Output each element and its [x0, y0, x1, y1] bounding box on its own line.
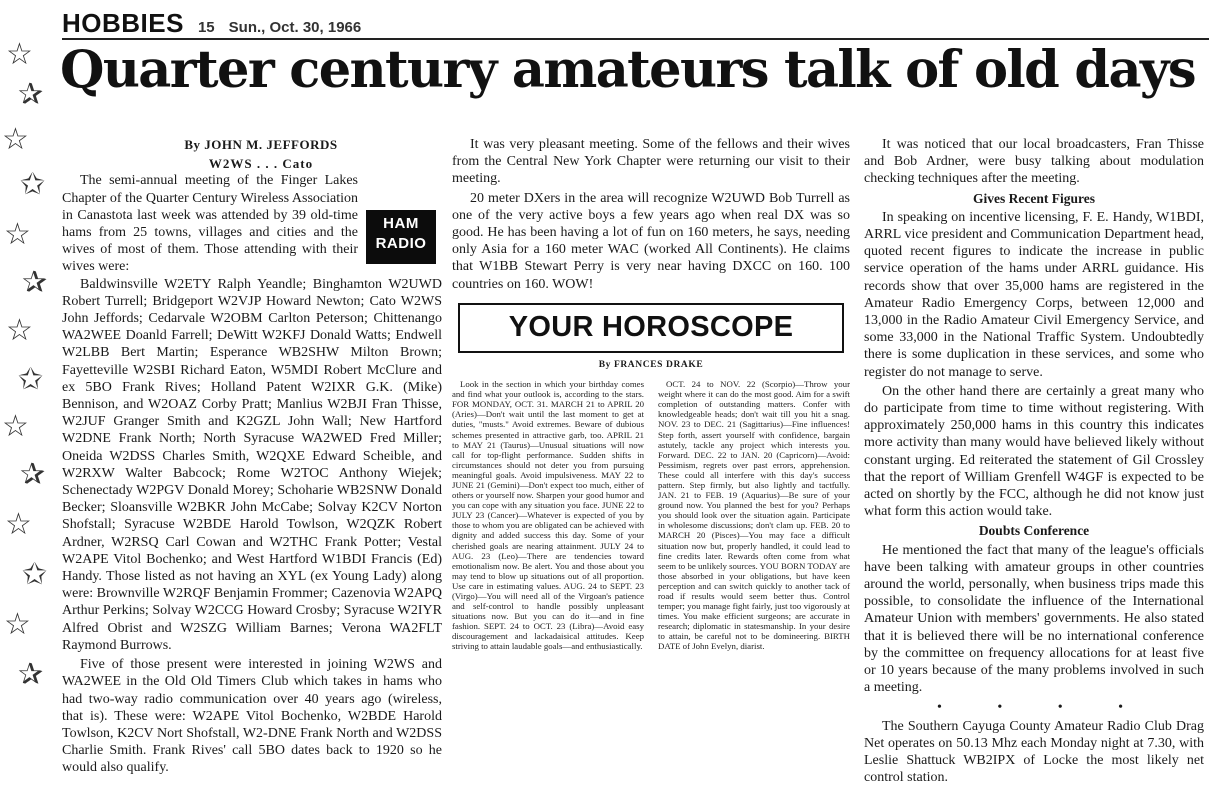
horoscope-left-column	[452, 379, 644, 652]
horoscope-body	[452, 379, 850, 652]
meeting-paragraph: It was very pleasant meeting. Some of the fellows and their wives from the Central New York Chapter were returning our visit to their meeting.	[452, 137, 850, 187]
old-timers-paragraph: Five of those present were interested in joining W2WS and WA2WEE in the Old Old Timers Club which takes in hams who had two-way radio communication over 40 years ago (wireless, that is). These were: W2APE Vitol Bochenko, W2BDE Harold Towlson, K2CV Nort Shofstall, W2-DNE Frank North and W2DSS Charlie Smith. Frank Rives' call 5BO dates back to 1920 so he would also qualify.	[62, 657, 442, 776]
licensing-paragraph: In speaking on incentive licensing, F. E. Handy, W1BDI, ARRL vice president and Communication Department head, quoted recent figures to indicate the increase in public service operation of the hams under ARRL guidance. His records show that over 35,000 hams are registered in the Amateur Radio Emergency Corps, between 12,000 and 13,000 in the Radio Amateur Civil Emergency Service, and some 33,000 in the National Traffic System. Undoubtedly there is some duplication in these services, and some who register do not manage to serve.	[864, 209, 1204, 380]
author-callsign: W2WS . . . Cato	[208, 156, 314, 172]
issue-date: Sun., Oct. 30, 1966	[228, 19, 362, 36]
participation-paragraph: On the other hand there are certainly a great many who do participate from time to time without registering. With approximately 250,000 hams in this country this indicates more activity than many would have believed likely without constant urging. Ed reiterated the statement of Gil Crossley that the report of William Grenfell W4GF is expected to be acted on shortly by the FCC, although he did not know just what form this action would take.	[864, 383, 1204, 520]
drag-net-paragraph: The Southern Cayuga County Amateur Radio Club Drag Net operates on 50.13 Mhz each Monday night at 7.30, with Leslie Shattuck WB2IPX of Locke the most likely net control station.	[864, 718, 1204, 786]
star-doodle-icon: ☆	[4, 607, 31, 642]
star-doodle-icon: ☆	[6, 313, 33, 348]
star-doodle-icon: ✩	[18, 362, 44, 397]
star-doodle-icon: ✰	[18, 77, 44, 112]
star-doodle-icon: ☆	[4, 217, 31, 252]
horoscope-byline: By FRANCES DRAKE	[598, 359, 704, 370]
horoscope-right-column	[658, 379, 850, 652]
column-2	[452, 136, 850, 652]
ham-label: HAM	[383, 215, 419, 233]
column-3	[864, 136, 1204, 787]
radio-label: RADIO	[375, 235, 427, 253]
page-number: 15	[197, 19, 215, 36]
horoscope-banner: YOUR HOROSCOPE	[458, 303, 844, 353]
star-doodle-icon: ✰	[20, 457, 46, 492]
lead-paragraph: The semi-annual meeting of the Finger Lakes Chapter of the Quarter Century Wireless Association in Canastota last week was attended by 39 old-time hams from 25 towns, villages and cities and the wives of most of them. Those attending with their wives were:	[62, 173, 358, 275]
column-1	[62, 136, 442, 777]
star-doodle-icon: ✰	[18, 657, 44, 692]
subhead-doubts-conference: Doubts Conference	[978, 523, 1090, 539]
star-doodle-icon: ✩	[20, 167, 46, 202]
horoscope-left-text: Look in the section in which your birthday comes and find what your outlook is, according to the stars. FOR MONDAY, OCT. 31. MARCH 21 to APRIL 20 (Aries)—Don't wait until the last moment to get at duties, "musts." Avoid extremes. Beware of dubious schemes presented in attractive garb, too. APRIL 21 to MAY 21 (Taurus)—Unusual situations will now call for top-flight performance. Sudden shifts in circumstances should not deter you from pursuing meaningful goals. Avoid impulsiveness. MAY 22 to JUNE 21 (Gemini)—Don't expect too much, either of others or yourself now. Sharpen your good humor and you can cope with any situation you face. JUNE 22 to JULY 23 (Cancer)—Whatever is expected of you by those to whom you are obligated can be achieved with dignity and added success this day. Some of your cherished goals are nearing attainment. JULY 24 to AUG. 23 (Leo)—There are tendencies toward emotionalism now. Be alert. You and those about you may tend to blow up situations out of all proportion. Use care in estimating values. AUG. 24 to SEPT. 23 (Virgo)—You will need all of the Virgoan's patience and self-control to handle possibly unpleasant situations now. But you can do it—and in fine fashion. SEPT. 24 to OCT. 23 (Libra)—Avoid easy discouragement and lackadaisical attitudes. Keep striving to attain laudable goals—and enthusiastically.	[452, 379, 644, 652]
author-byline: By JOHN M. JEFFORDS	[184, 137, 338, 152]
dx-paragraph: 20 meter DXers in the area will recognize W2UWD Bob Turrell as one of the very active boys a few years ago when real DX was so good. He has been having a lot of fun on 160 meters, he says, needing only Asia for a 160 meter WAC (worked All Continents). He claims that W1BB Stewart Perry is very near having DXCC on 160. 100 countries on 160. WOW!	[452, 190, 850, 292]
star-doodle-icon: ☆	[6, 37, 33, 72]
margin-star-doodles	[0, 37, 55, 745]
lead-block	[62, 172, 442, 275]
star-doodle-icon: ✩	[22, 557, 48, 592]
section-masthead	[62, 8, 361, 38]
star-doodle-icon: ☆	[2, 122, 29, 157]
star-doodle-icon: ✰	[22, 265, 48, 300]
ham-radio-logo-box	[366, 210, 436, 264]
star-doodle-icon: ☆	[5, 507, 32, 542]
section-name: HOBBIES	[62, 8, 184, 38]
attendee-list: Baldwinsville W2ETY Ralph Yeandle; Binghamton W2UWD Robert Turrell; Bridgeport W2VJP Howard Newton; Cato W2WS John Jeffords; Cedarvale W2OBM Carlton Peterson; Chittenango WA2WEE Doanld Farrell; DeWitt W2KFJ Donald Watts; Endwell W2LBB Bert Martin; Esperance WB2SHW Milton Brown; Fayetteville W2SBI Richard Eaton, W5MDI Robert McClure and ex 5BO Frank Rives; Holland Patent W2IXR G.K. (Mike) Bennison, and W2OAZ Corby Pratt; Manlius W2BJI Fran Thisse, W2JUF Granger Smith and K2GZL John Wall; New Hartford W2DNE Frank North; North Syracuse WA2WED Fred Miller; Oneida W2DSS Charles Smith, W2QXE Edward Scheible, and W2RXW Walter Babcock; Rome W2TOC Anthony Wiejek; Schenectady W2PGV Donald Morey; Schoharie WB2SNW Donald Becker; Sloansville W2BKR John McCabe; Solvay K2CV Norton Shofstall; Syracuse W2BDE Harold Towlson, W2QZK Robert Ardner, W2RSQ Carl Cowan and W2THC Frank Potter; Vestal W2APE Vitol Bochenko; and West Hartford W1BDI Francis (Ed) Handy. Those listed as not having an XYL (ex Young Lady) along were: Brownville W2RQF Benjamin Frommer; Cazenovia W2APQ Arthur Perkins; Solvay W2CCG Howard Crosby; Syracuse W2IYR Alfred Obrist and W2SZG William Barnes; Verona WA2FLT Raymond Burrows.	[62, 276, 442, 653]
subhead-recent-figures: Gives Recent Figures	[973, 190, 1095, 206]
section-dots: • • • •	[936, 699, 1150, 715]
broadcasters-paragraph: It was noticed that our local broadcasters, Fran Thisse and Bob Ardner, were busy talking about modulation checking techniques after the meeting.	[864, 137, 1204, 187]
horoscope-right-text: OCT. 24 to NOV. 22 (Scorpio)—Throw your weight where it can do the most good. Aim for a swift completion of outstanding matters. Confer with knowledgeable heads; don't wait till you hit a snag. NOV. 23 to DEC. 21 (Sagittarius)—Fine influences! Step forth, assert yourself with confidence, bargain astutely, tackle any project which interests you. Forward. DEC. 22 to JAN. 20 (Capricorn)—Avoid: Pessimism, regrets over past errors, apprehension. These could all interfere with this day's success pattern. Step firmly, but also lightly and tactfully. JAN. 21 to FEB. 19 (Aquarius)—Be sure of your ground now. You planned the best for you? Perhaps you should look over the situation again. Participate in wholesome discussions; don't clam up. FEB. 20 to MARCH 20 (Pisces)—You may face a difficult situation now but, properly handled, it could lead to fine credits later. Rewards often come from what seem to be unlikely sources. YOU BORN TODAY are those absorbed in your obligations, but have keen perception and can switch quickly to another tack of road if results would seem better thus. Control temper; you manage fight fairly, just too vigorously at times. You make efficient surgeons; are accurate in research; diplomatic in statesmanship. In your desire to attain, be careful not to be domineering. BIRTH DATE of John Evelyn, diarist.	[658, 379, 850, 652]
star-doodle-icon: ☆	[2, 409, 29, 444]
conference-paragraph: He mentioned the fact that many of the league's officials have been talking with amateur groups in other countries around the world, personally, when business trips made this possible, to consolidate the influence of the International Amateur Union with members' governments. He also stated that it is believed there will be no international conference by the committee on frequency allocations for at least five or 10 years because of the many problems involved in such a meeting.	[864, 542, 1204, 696]
headline: Quarter century amateurs talk of old days	[60, 40, 1196, 100]
